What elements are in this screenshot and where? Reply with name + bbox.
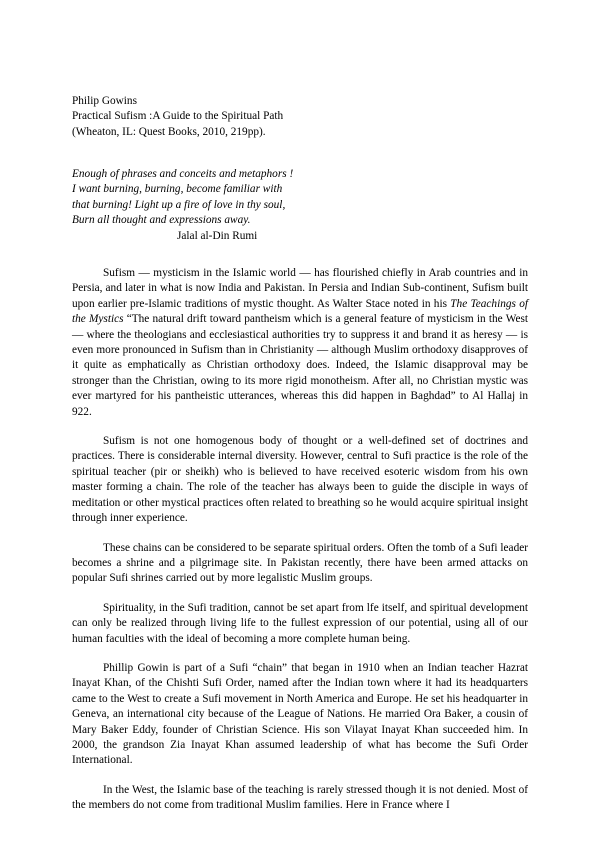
book-title: Practical Sufism :A Guide to the Spiritual Path: [72, 110, 284, 123]
author-name: Philip Gowins: [72, 95, 137, 107]
publication-info: (Wheaton, IL: Quest Books, 2010, 219pp).: [72, 125, 266, 138]
poem-attribution: Jalal al-Din Rumi: [177, 229, 258, 242]
poem-line: Burn all thought and expressions away.: [72, 214, 251, 227]
poem-line: that burning! Light up a fire of love in thy soul,: [72, 198, 286, 211]
paragraph: These chains can be considered to be separate spiritual orders. Often the tomb of a Sufi leader becomes a shrine and a pilgrimage site. In Pakistan recently, there have been armed attacks on popular Sufi shrines carried out by more legalistic Muslim groups.: [72, 541, 528, 585]
paragraph: In the West, the Islamic base of the teaching is rarely stressed though it is not denied. Most of the members do not come from traditional Muslim families. Here in France where I: [72, 783, 528, 812]
paragraph: Sufism is not one homogenous body of thought or a well-defined set of doctrines and practices. There is considerable internal diversity. However, central to Sufi practice is the role of the spiritual teacher (pir or sheikh) who is believed to have received esoteric wisdom from his own master forming a chain. The role of the teacher has always been to guide the disciple in ways of meditation or other mystical practices often related to breathing so he would acquire spiritual insight through inner experience.: [72, 435, 528, 525]
poem-line: Enough of phrases and conceits and metaphors !: [72, 168, 294, 180]
poem-line: I want burning, burning, become familiar with: [72, 183, 283, 196]
paragraph: [72, 266, 528, 420]
epigraph-poem: [72, 167, 542, 244]
paragraph-text: “The natural drift toward pantheism which is a general feature of mysticism in the West — where the theologians and ecclesiastical authorities try to suppress it and brand it as heresy — is even more pronounced in Sufism than in Christianity — although Muslim orthodoxy disapproves of it quite as emphatically as Christian orthodoxy does. Indeed, the Islamic disapproval may be stronger than the Christian, owing to its more rigid monotheism. After all, no Christian mystic was ever martyred for his pantheistic utterances, whereas this did happen in Baghdad” to Al Hallaj in 922.: [72, 313, 528, 418]
citation-block: [72, 94, 542, 140]
paragraph-text: Sufism — mysticism in the Islamic world — has flourished chiefly in Arab countries and in Persia, and later in what is now India and Pakistan. In Persia and Indian Sub-continent, Sufism built upon earlier pre-Islamic traditions of mystic thought. As Walter Stace noted in his: [72, 267, 528, 310]
paragraph: Spirituality, in the Sufi tradition, cannot be set apart from lfe itself, and spiritual development can only be realized through living life to the fullest expression of our potential, using all of our human faculties with the ideal of becoming a more complete human being.: [72, 601, 528, 645]
paragraph: Phillip Gowin is part of a Sufi “chain” that began in 1910 when an Indian teacher Hazrat Inayat Khan, of the Chishti Sufi Order, named after the Indian town where it had its headquarters came to the West to create a Sufi movement in North America and Europe. He set his headquarter in Geneva, an international city because of the League of Nations. He married Ora Baker, a cousin of Mary Baker Eddy, founder of Christian Science. His son Vilayat Inayat Khan succeeded him. In 2000, the grandson Zia Inayat Khan assumed leadership of what has become the Sufi Order International.: [72, 661, 528, 767]
article-body: [72, 266, 528, 828]
cited-book-title: The Teachings of the Mystics: [72, 297, 528, 326]
